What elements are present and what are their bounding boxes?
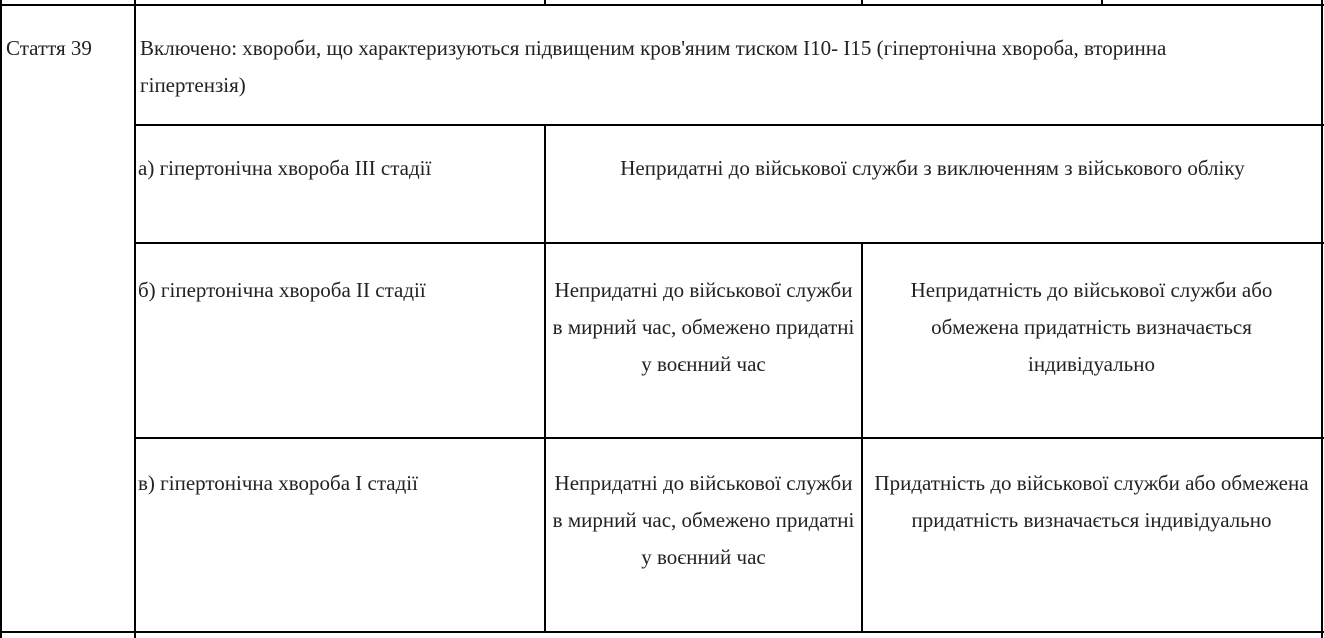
verdict-stage-2-individual: Непридатність до військової служби або обмежена придатність визначається індивідуально xyxy=(910,278,1273,376)
condition-stage-3: а) гіпертонічна хвороба III стадії xyxy=(138,156,432,180)
condition-stage-2: б) гіпертонічна хвороба II стадії xyxy=(138,278,426,302)
table-border-right xyxy=(1321,0,1323,638)
condition-column-divider xyxy=(544,125,546,633)
verdict-stage-1-peacetime: Непридатні до військової служби в мирний час, обмежено придатні у воєнний час xyxy=(552,471,855,569)
article-number: Стаття 39 xyxy=(6,36,92,60)
row-divider-stage-3 xyxy=(134,242,1324,244)
condition-stage-1: в) гіпертонічна хвороба I стадії xyxy=(138,471,418,495)
row-divider-included xyxy=(134,124,1324,126)
row-divider-stage-2 xyxy=(134,437,1324,439)
verdict-stage-2-peacetime: Непридатні до військової служби в мирний час, обмежено придатні у воєнний час xyxy=(552,278,855,376)
article-column-divider xyxy=(134,0,136,638)
verdict-stage-1-individual: Придатність до військової служби або обмежена придатність визначається індивідуально xyxy=(874,471,1309,532)
verdict-stage-3: Непридатні до військової служби з виключенням з військового обліку xyxy=(620,156,1245,180)
included-diseases-text: Включено: хвороби, що характеризуються підвищеним кров'яним тиском I10- I15 (гіпертонічна хвороба, вторинна гіпертензія) xyxy=(140,36,1167,97)
row-divider-top xyxy=(0,4,1324,6)
table-border-left xyxy=(0,0,2,638)
row-divider-bottom xyxy=(0,631,1324,633)
